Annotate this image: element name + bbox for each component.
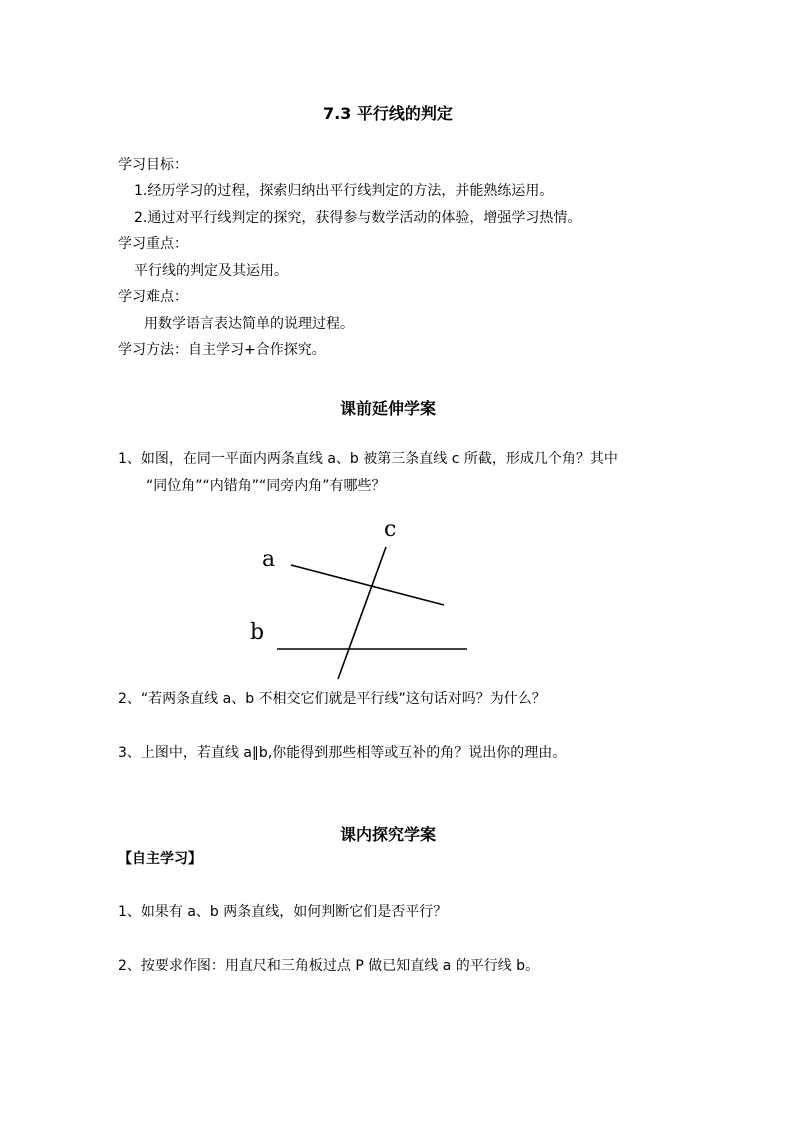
- preclass-question-2: 2、“若两条直线 a、b 不相交它们就是平行线”这句话对吗？为什么？: [118, 691, 546, 707]
- inclass-question-1: 1、如果有 a、b 两条直线，如何判断它们是否平行？: [118, 904, 448, 920]
- inclass-subheading: 【自主学习】: [118, 851, 202, 867]
- learning-method: 学习方法：自主学习+合作探究。: [118, 342, 326, 358]
- inclass-heading: 课内探究学案: [340, 825, 437, 844]
- difficulties-text: 用数学语言表达简单的说理过程。: [144, 316, 354, 332]
- key-points-heading: 学习重点：: [118, 236, 188, 252]
- preclass-question-1-line-2: “同位角”“内错角”“同旁内角”有哪些？: [146, 478, 386, 494]
- key-points-text: 平行线的判定及其运用。: [134, 263, 288, 279]
- label-a: a: [262, 547, 276, 572]
- page-title: 7.3 平行线的判定: [323, 104, 453, 123]
- inclass-question-2: 2、按要求作图：用直尺和三角板过点 P 做已知直线 a 的平行线 b。: [118, 958, 540, 974]
- label-c: c: [384, 517, 397, 542]
- objective-item-1: 1.经历学习的过程，探索归纳出平行线判定的方法，并能熟练运用。: [134, 183, 554, 199]
- objective-item-2: 2.通过对平行线判定的探究，获得参与数学活动的体验，增强学习热情。: [134, 210, 582, 226]
- objectives-heading: 学习目标：: [118, 157, 188, 173]
- preclass-heading: 课前延伸学案: [340, 399, 437, 418]
- line-c: [338, 547, 386, 679]
- preclass-question-1-line-1: 1、如图，在同一平面内两条直线 a、b 被第三条直线 c 所截，形成几个角？其中: [118, 451, 618, 467]
- label-b: b: [250, 620, 265, 645]
- difficulties-heading: 学习难点：: [118, 289, 188, 305]
- preclass-question-3: 3、上图中，若直线 a∥b,你能得到那些相等或互补的角？说出你的理由。: [118, 745, 567, 761]
